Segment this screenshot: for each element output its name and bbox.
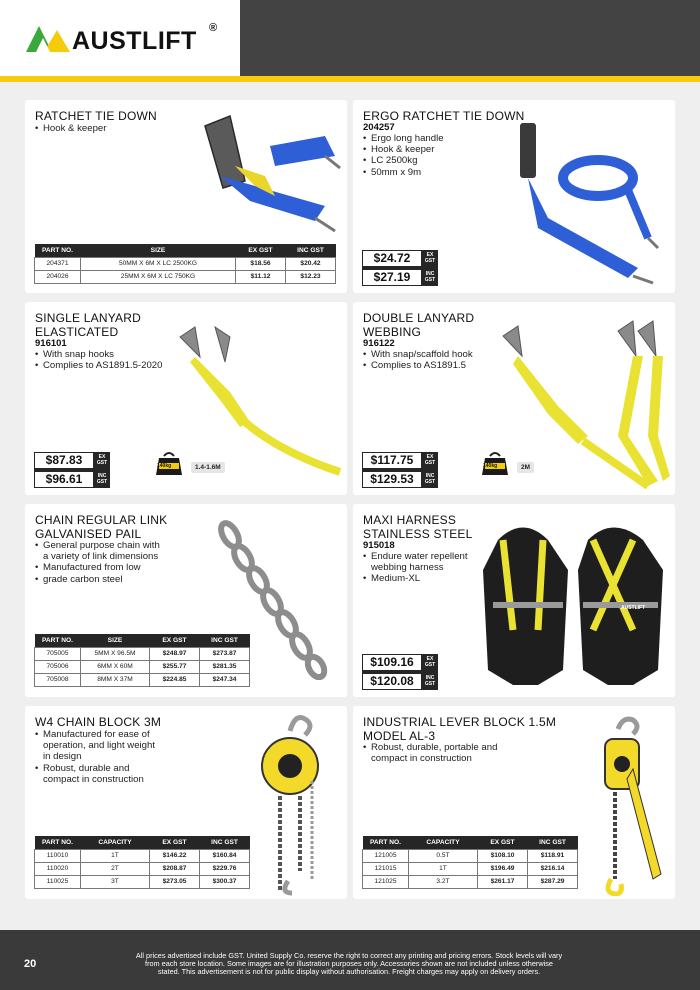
table-cell: $247.34 (200, 673, 250, 686)
bullet: • 50mm x 9m (363, 167, 444, 178)
weight-rating: 140kg (483, 463, 498, 469)
table-cell: $261.17 (478, 875, 528, 888)
brand-name: AUSTLIFT (72, 27, 197, 55)
spec-table (362, 836, 578, 889)
table-header-cell: INC GST (286, 244, 336, 257)
table-cell: $146.22 (150, 849, 200, 862)
product-bullets (35, 349, 162, 371)
bullet: • LC 2500kg (363, 155, 444, 166)
single-lanyard-image (170, 322, 345, 482)
price-inc-gst: $96.61 (35, 472, 93, 487)
table-cell: $216.14 (528, 862, 578, 875)
table-cell: $196.49 (478, 862, 528, 875)
table-row (35, 862, 250, 875)
bullet: • Complies to AS1891.5-2020 (35, 360, 162, 371)
table-cell: 1T (81, 849, 150, 862)
product-bullets (363, 742, 497, 764)
table-cell: 705006 (35, 660, 81, 673)
table-cell: $160.84 (200, 849, 250, 862)
table-header-cell: EX GST (236, 244, 286, 257)
table-cell: $273.05 (150, 875, 200, 888)
product-title: RATCHET TIE DOWN (35, 109, 157, 123)
price-box (362, 250, 438, 286)
inc-gst-tag: INC GST (424, 473, 436, 485)
bullet: • Hook & keeper (35, 123, 106, 134)
bullet: • General purpose chain with (35, 540, 160, 551)
spec-table (34, 836, 250, 889)
harness-brand-label: AUSTLIFT (621, 605, 646, 611)
table-cell: 110010 (35, 849, 81, 862)
table-cell: $12.23 (286, 270, 336, 283)
table-header-cell: CAPACITY (409, 836, 478, 849)
table-row (35, 257, 336, 270)
table-cell: 1T (409, 862, 478, 875)
bullet: • With snap/scaffold hook (363, 349, 473, 360)
bullet: • grade carbon steel (35, 574, 160, 585)
weight-rating: 140kg (157, 463, 172, 469)
ex-gst-tag: EX GST (424, 252, 436, 264)
table-cell: 50MM X 6M X LC 2500KG (81, 257, 236, 270)
logo-mark-icon (26, 26, 72, 52)
bullet: • Medium-XL (363, 573, 468, 584)
lever-block-image (593, 714, 668, 896)
lanyard-length: 1.4-1.6M (191, 462, 225, 473)
product-title: MAXI HARNESS STAINLESS STEEL (363, 513, 473, 541)
inc-gst-tag: INC GST (96, 473, 108, 485)
footer-disclaimer: All prices advertised include GST. United Supply Co. reserve the right to correct any printing and pricing errors. Stock levels will vary from each store location. Some images are for illustration purposes only. Accessories shown are not included unless otherwise stated. This advertisement is not for public display without authorisation. Freight charges may apply on delivery orders. (135, 951, 563, 976)
table-cell: 204026 (35, 270, 81, 283)
bullet: • Manufactured for ease of (35, 729, 155, 740)
product-title: INDUSTRIAL LEVER BLOCK 1.5M MODEL AL-3 (363, 715, 557, 743)
product-card-double-lanyard (353, 302, 675, 495)
product-card-ratchet (25, 100, 347, 293)
price-ex-gst: $87.83 (35, 453, 93, 468)
table-row (35, 875, 250, 888)
table-header-cell: INC GST (528, 836, 578, 849)
bullet: compact in construction (43, 773, 144, 785)
table-cell: $11.12 (236, 270, 286, 283)
inc-gst-tag: INC GST (424, 675, 436, 687)
table-cell: 3.2T (409, 875, 478, 888)
logo (0, 0, 240, 76)
table-cell: 204371 (35, 257, 81, 270)
table-cell: $208.87 (150, 862, 200, 875)
table-header-row (35, 244, 336, 257)
bullet: webbing harness (371, 562, 444, 574)
product-bullets (363, 133, 444, 178)
table-cell: $248.97 (150, 647, 200, 660)
header-rule (0, 76, 700, 82)
ex-gst-tag: EX GST (424, 454, 436, 466)
table-cell: 0.5T (409, 849, 478, 862)
ergo-ratchet-strap-image (508, 118, 668, 288)
ex-gst-tag: EX GST (424, 656, 436, 668)
bullet: • With snap hooks (35, 349, 162, 360)
footer (0, 930, 700, 990)
product-card-ergo (353, 100, 675, 293)
table-cell: $281.35 (200, 660, 250, 673)
product-bullets (35, 729, 155, 785)
price-inc-gst: $129.53 (363, 472, 421, 487)
table-header-cell: INC GST (200, 634, 250, 647)
bullet: operation, and light weight (43, 740, 156, 752)
table-cell: 705008 (35, 673, 81, 686)
product-code: 916122 (363, 338, 395, 349)
table-header-row (35, 634, 250, 647)
table-header-cell: EX GST (150, 836, 200, 849)
table-row (363, 875, 578, 888)
product-code: 916101 (35, 338, 67, 349)
table-row (363, 862, 578, 875)
table-cell: $18.56 (236, 257, 286, 270)
bullet: • Endure water repellent (363, 551, 468, 562)
product-card-chain-block (25, 706, 347, 899)
price-inc-gst: $120.08 (363, 674, 421, 689)
table-cell: 110025 (35, 875, 81, 888)
table-row (35, 270, 336, 283)
table-header-cell: SIZE (81, 634, 150, 647)
harness-image (483, 510, 668, 690)
table-cell: 121025 (363, 875, 409, 888)
table-cell: 8MM X 37M (81, 673, 150, 686)
product-card-chain (25, 504, 347, 697)
table-header-cell: CAPACITY (81, 836, 150, 849)
table-cell: 705005 (35, 647, 81, 660)
table-cell: 121015 (363, 862, 409, 875)
product-title: DOUBLE LANYARD WEBBING (363, 311, 475, 339)
product-bullets (363, 551, 468, 585)
price-ex-gst: $117.75 (363, 453, 421, 468)
table-cell: 6MM X 60M (81, 660, 150, 673)
table-header-cell: SIZE (81, 244, 236, 257)
table-cell: 5MM X 96.5M (81, 647, 150, 660)
product-title: CHAIN REGULAR LINK GALVANISED PAIL (35, 513, 168, 541)
bullet: • Manufactured from low (35, 562, 160, 573)
product-title: ERGO RATCHET TIE DOWN (363, 109, 525, 123)
table-row (35, 647, 250, 660)
chain-block-image (260, 711, 335, 896)
price-box (34, 452, 110, 488)
table-header-cell: PART NO. (363, 836, 409, 849)
bullet: • Hook & keeper (363, 144, 444, 155)
table-cell: $273.87 (200, 647, 250, 660)
table-header-cell: PART NO. (35, 244, 81, 257)
table-row (35, 849, 250, 862)
product-bullets (363, 349, 473, 371)
product-card-single-lanyard (25, 302, 347, 495)
product-bullets (35, 123, 106, 134)
table-header-cell: EX GST (478, 836, 528, 849)
product-card-lever-block (353, 706, 675, 899)
table-cell: 25MM X 6M X LC 750KG (81, 270, 236, 283)
table-row (35, 673, 250, 686)
table-row (363, 849, 578, 862)
lanyard-length: 2M (517, 462, 534, 473)
table-header-row (35, 836, 250, 849)
bullet: in design (43, 751, 82, 763)
bullet: a variety of link dimensions (43, 551, 159, 563)
price-ex-gst: $24.72 (363, 251, 421, 266)
table-cell: $229.76 (200, 862, 250, 875)
table-cell: 3T (81, 875, 150, 888)
table-header-row (363, 836, 578, 849)
product-bullets (35, 540, 160, 585)
bullet: compact in construction (371, 753, 472, 765)
table-cell: $224.85 (150, 673, 200, 686)
ex-gst-tag: EX GST (96, 454, 108, 466)
spec-table (34, 244, 336, 284)
table-cell: $300.37 (200, 875, 250, 888)
table-cell: 2T (81, 862, 150, 875)
inc-gst-tag: INC GST (424, 271, 436, 283)
bullet: • Complies to AS1891.5 (363, 360, 473, 371)
table-cell: $118.91 (528, 849, 578, 862)
price-inc-gst: $27.19 (363, 270, 421, 285)
product-card-harness (353, 504, 675, 697)
table-cell: $20.42 (286, 257, 336, 270)
product-code: 915018 (363, 540, 395, 551)
product-title: SINGLE LANYARD ELASTICATED (35, 311, 141, 339)
product-code: 204257 (363, 122, 395, 133)
price-box (362, 452, 438, 488)
table-cell: $108.10 (478, 849, 528, 862)
table-row (35, 660, 250, 673)
ratchet-strap-image (175, 106, 345, 236)
table-cell: 121005 (363, 849, 409, 862)
table-header-cell: INC GST (200, 836, 250, 849)
price-box (362, 654, 438, 690)
spec-table (34, 634, 250, 687)
bullet: • Robust, durable and (35, 763, 155, 774)
bullet: • Ergo long handle (363, 133, 444, 144)
price-ex-gst: $109.16 (363, 655, 421, 670)
table-cell: $287.29 (528, 875, 578, 888)
table-header-cell: PART NO. (35, 836, 81, 849)
page-number: 20 (24, 958, 37, 970)
bullet: • Robust, durable, portable and (363, 742, 497, 753)
table-header-cell: EX GST (150, 634, 200, 647)
registered-mark: ® (209, 22, 218, 34)
table-header-cell: PART NO. (35, 634, 81, 647)
table-cell: $255.77 (150, 660, 200, 673)
product-title: W4 CHAIN BLOCK 3M (35, 715, 162, 729)
table-cell: 110020 (35, 862, 81, 875)
